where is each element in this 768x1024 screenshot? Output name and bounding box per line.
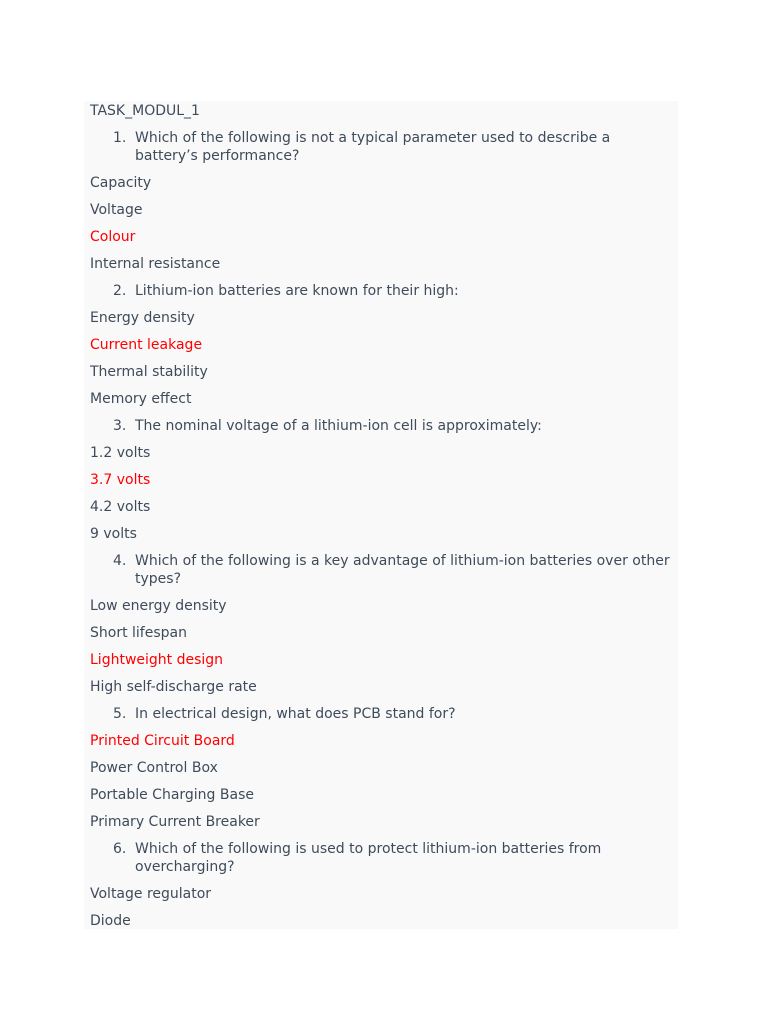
question-6 [90, 840, 670, 876]
question-number: 1. [113, 130, 127, 146]
answer-option: Portable Charging Base [90, 787, 254, 803]
question-5 [90, 705, 670, 723]
answer-option: Memory effect [90, 391, 192, 407]
document-page [84, 101, 678, 929]
question-1 [90, 129, 670, 165]
answer-option: Voltage regulator [90, 886, 212, 902]
question-text: Which of the following is not a typical parameter used to describe a battery’s performance? [135, 130, 611, 164]
answer-option: Short lifespan [90, 625, 187, 641]
answer-option-highlighted: Lightweight design [90, 652, 224, 668]
answer-option: Primary Current Breaker [90, 814, 260, 830]
question-4 [90, 552, 670, 588]
question-2 [90, 282, 670, 300]
question-number: 6. [113, 841, 127, 857]
document-title: TASK_MODUL_1 [90, 103, 200, 119]
answer-option: High self-discharge rate [90, 679, 257, 695]
answer-option: Capacity [90, 175, 152, 191]
answer-option: Internal resistance [90, 256, 221, 272]
answer-option-highlighted: Printed Circuit Board [90, 733, 235, 749]
question-number: 2. [113, 283, 127, 299]
question-number: 4. [113, 553, 127, 569]
answer-option: Voltage [90, 202, 143, 218]
question-text: Which of the following is used to protect lithium-ion batteries from overcharging? [135, 841, 602, 875]
question-number: 3. [113, 418, 127, 434]
document-content [90, 101, 670, 930]
question-text: In electrical design, what does PCB stand for? [135, 706, 456, 722]
answer-option: Energy density [90, 310, 195, 326]
question-text: Which of the following is a key advantage of lithium-ion batteries over other types? [135, 553, 670, 587]
question-number: 5. [113, 706, 127, 722]
answer-option-highlighted: 3.7 volts [90, 472, 151, 488]
question-3 [90, 417, 670, 435]
question-text: Lithium-ion batteries are known for their high: [135, 283, 459, 299]
answer-option: Power Control Box [90, 760, 218, 776]
answer-option-highlighted: Current leakage [90, 337, 203, 353]
question-text: The nominal voltage of a lithium-ion cell is approximately: [135, 418, 542, 434]
answer-option: Thermal stability [90, 364, 208, 380]
answer-option: Low energy density [90, 598, 227, 614]
answer-option: Diode [90, 913, 131, 929]
answer-option: 4.2 volts [90, 499, 151, 515]
answer-option: 9 volts [90, 526, 137, 542]
answer-option-highlighted: Colour [90, 229, 136, 245]
answer-option: 1.2 volts [90, 445, 151, 461]
